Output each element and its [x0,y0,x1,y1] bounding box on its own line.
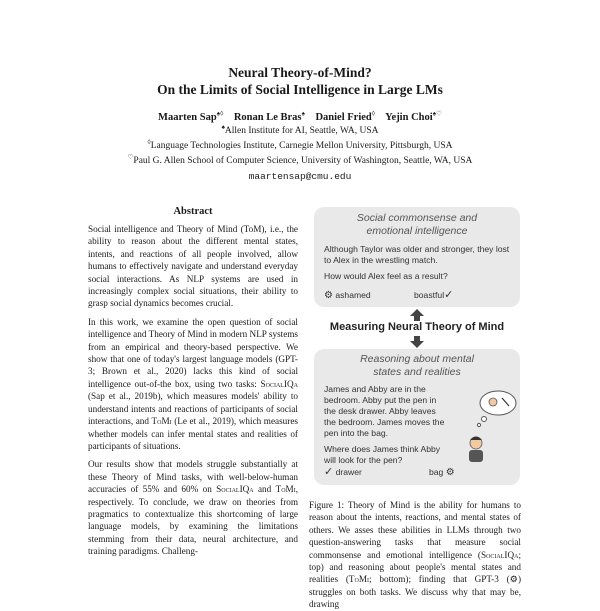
abstract-paragraph-1: Social intelligence and Theory of Mind (ToM), i.e., the ability to reason about the different mental states, intents, and reactions of all people involved, allow humans to effectively navigate and understand everyday social interactions. As NLP systems are used in increasingly complex social situations, their ability to grasp social dynamics becomes crucial. [88,224,298,309]
author-list [0,112,600,123]
top-right-answer: boastful✓ [414,289,454,301]
bottom-panel-question: Where does James think Abby will look for the pen? [324,444,441,465]
author-marks: ♠♡ [432,110,442,118]
author-marks: ♠ [301,110,305,118]
affiliation-text: Allen Institute for AI, Seattle, WA, USA [224,126,379,136]
author-name: Maarten Sap [158,112,217,123]
figure-top-panel [314,207,520,307]
affiliation-mark: ◊ [147,138,151,146]
check-icon: ✓ [324,466,334,478]
author-marks: ♠◊ [216,110,224,118]
top-wrong-answer: ⚙ ashamed [324,290,371,301]
abstract-heading: Abstract [173,206,213,217]
arrow-up-icon [410,309,424,321]
gpt3-logo-icon: ⚙ [445,467,455,478]
author-marks: ◊ [371,110,375,118]
author-name: Ronan Le Bras [233,112,302,123]
figure-caption: Figure 1: Theory of Mind is the ability for humans to reason about the intents, reactions, and mental states of others. We asses these abilities in LLMs through two question-answering tasks that measure social commonsense and emotional intelligence (SocialIQa; top) and reasoning about people's mental states and realities (ToMi; bottom); finding that GPT-3 (⚙) struggles on both tasks. We discuss why that may be, drawing [309,500,521,610]
top-panel-question: How would Alex feel as a result? [324,271,448,281]
affiliation-mark: ♠ [221,123,225,131]
affiliation-line [0,139,600,154]
title-line-2: On the Limits of Social Intelligence in Large LMs [157,82,443,97]
gpt3-logo-icon: ⚙ [509,574,518,585]
affiliation-text: Language Technologies Institute, Carnegie Mellon University, Pittsburgh, USA [150,141,453,151]
bottom-right-answer: ✓ drawer [324,466,362,478]
affiliations [0,124,600,184]
paper-title [0,64,600,98]
bottom-panel-story: James and Abby are in the bedroom. Abby put the pen in the desk drawer. Abby leaves the bedroom. James moves the pen into the bag. [324,384,445,438]
thinking-person-icon [464,389,518,467]
abstract-body [88,223,298,564]
affiliation-text: Paul G. Allen School of Computer Science, University of Washington, Seattle, WA, USA [133,156,473,166]
bottom-panel-title: Reasoning about mental states and realities [360,353,474,378]
top-panel-title: Social commonsense and emotional intelligence [356,212,478,237]
bottom-wrong-answer: bag ⚙ [429,467,455,478]
figure-center-label: Measuring Neural Theory of Mind [329,321,505,333]
gpt3-logo-icon: ⚙ [324,290,333,301]
affiliation-line [0,154,600,169]
check-icon: ✓ [444,289,454,301]
top-panel-story: Although Taylor was older and stronger, they lost to Alex in the wrestling match. [324,244,510,265]
abstract-paragraph-3: Our results show that models struggle substantially at these Theory of Mind tasks, with well-below-human accuracies of 55% and 60% on SocialIQa and ToMi, respectively. To conclude, we draw on theories from pragmatics to contextualize this shortcoming of large language models, by examining the limitations stemming from their data, neural architecture, and training paradigms. Challeng- [88,459,298,557]
author-email[interactable]: maartensap@cmu.edu [248,171,352,182]
figure-bottom-panel [314,349,520,485]
affiliation-line [0,124,600,139]
abstract-paragraph-2: In this work, we examine the open question of social intelligence and Theory of Mind in modern NLP systems from an empirical and theory-based perspective. We show that one of today's largest language models (GPT-3; Brown et al., 2020) lacks this kind of social intelligence out-of-the box, using two tasks: SocialIQa (Sap et al., 2019b), which measures models' ability to understand intents and reactions of participants of social interactions, and ToMi (Le et al., 2019), which measures whether models can infer mental states and realities of participants of situations. [88,316,298,451]
author-name: Yejin Choi [385,112,433,123]
arrow-down-icon [410,336,424,348]
title-line-1: Neural Theory-of-Mind? [228,65,372,80]
author-name: Daniel Fried [315,112,372,123]
affiliation-mark: ♡ [127,153,134,161]
